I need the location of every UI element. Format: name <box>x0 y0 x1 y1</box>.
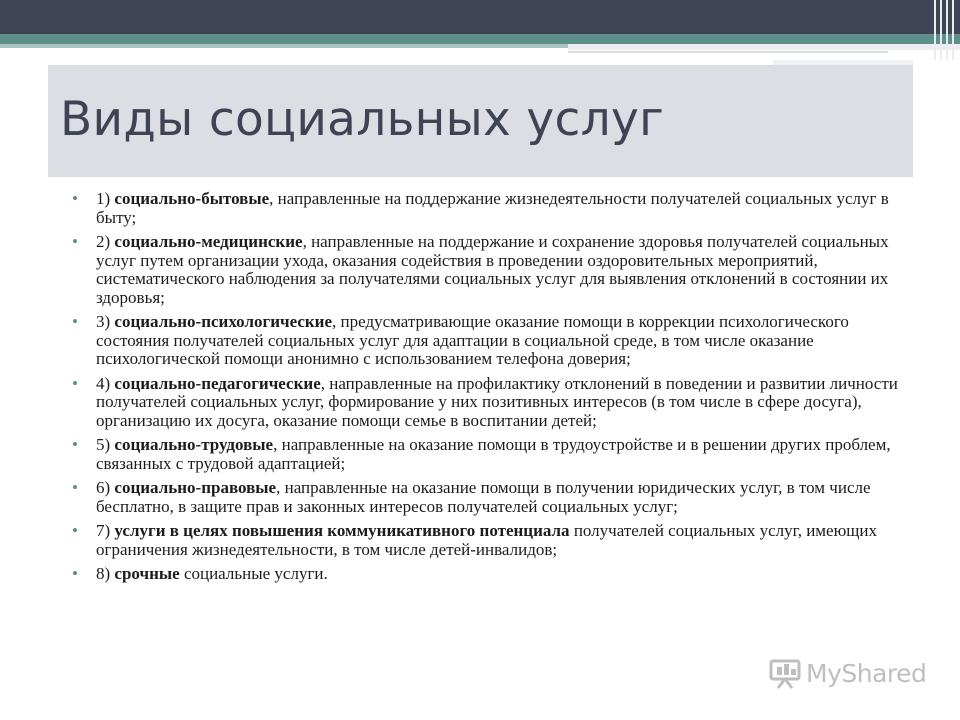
item-number: 8) <box>96 564 111 583</box>
accent-band <box>0 34 960 44</box>
item-number: 1) <box>96 189 111 208</box>
bullet: • <box>72 373 78 393</box>
item-term: социально-трудовые <box>114 435 274 454</box>
services-list <box>72 190 912 590</box>
corner-decoration <box>928 0 960 60</box>
item-term: социально-педагогические <box>114 373 321 393</box>
item-term: срочные <box>114 564 180 583</box>
item-term: социально-медицинские <box>114 232 303 251</box>
item-text: социальные услуги. <box>179 564 328 583</box>
list-item <box>72 436 912 473</box>
bullet: • <box>72 189 78 208</box>
item-number: 5) <box>96 435 111 454</box>
item-text: , направленные на поддержание и сохранение здоровья получателей социальных услуг путем организации ухода, оказания содействия в проведении оздоровительных мероприятий, систематического наблюдения за получателями социальных услуг для выявления отклонений в состоянии их здоровья; <box>96 232 889 307</box>
item-text: , направленные на поддержание жизнедеятельности получателей социальных услуг в быту; <box>96 189 889 227</box>
bullet: • <box>72 564 78 583</box>
item-number: 6) <box>96 478 111 497</box>
item-number: 7) <box>96 521 111 540</box>
watermark[interactable] <box>768 656 926 690</box>
item-number: 4) <box>96 373 111 393</box>
bullet: • <box>72 232 78 251</box>
list-item <box>72 190 912 227</box>
watermark-text: MyShared <box>806 658 927 688</box>
list-item <box>72 479 912 516</box>
item-term: социально-правовые <box>114 478 277 497</box>
list-item <box>72 233 912 307</box>
item-text: , направленные на профилактику отклонений в поведении и развитии личности получателей социальных услуг, формирование у них позитивных интересов (в том числе в сфере досуга), организацию их досуга, оказание помощи семье в воспитании детей; <box>96 373 898 430</box>
list-item <box>72 375 912 431</box>
item-term: социально-бытовые <box>114 189 270 208</box>
item-text: , предусматривающие оказание помощи в коррекции психологического состояния получателей социальных услуг для адаптации в социальной среде, в том числе оказание психологической помощи анонимно с использованием телефона доверия; <box>96 312 849 368</box>
item-number: 2) <box>96 232 111 251</box>
list-item <box>72 565 912 584</box>
item-term: социально-психологические <box>114 312 333 331</box>
item-number: 3) <box>96 312 111 331</box>
bullet: • <box>72 435 78 454</box>
item-text: , направленные на оказание помощи в получении юридических услуг, в том числе бесплатно, в защите прав и законных интересов получателей социальных услуг; <box>96 478 871 516</box>
list-item <box>72 522 912 559</box>
decorative-strip <box>568 44 960 50</box>
item-term: услуги в целях повышения коммуникативного потенциала <box>114 521 570 540</box>
accent-band-light <box>0 44 570 48</box>
list-item <box>72 313 912 369</box>
presentation-board-icon <box>768 657 802 689</box>
bullet: • <box>72 521 78 540</box>
bullet: • <box>72 312 78 331</box>
decorative-line <box>568 51 888 53</box>
header-bar <box>0 0 960 34</box>
item-text: получателей социальных услуг, имеющих ограничения жизнедеятельности, в том числе детей-инвалидов; <box>96 521 877 559</box>
page-title: Виды социальных услуг <box>60 92 665 147</box>
bullet: • <box>72 478 78 497</box>
item-text: , направленные на оказание помощи в трудоустройстве и в решении других проблем, связанных с трудовой адаптацией; <box>96 435 891 473</box>
